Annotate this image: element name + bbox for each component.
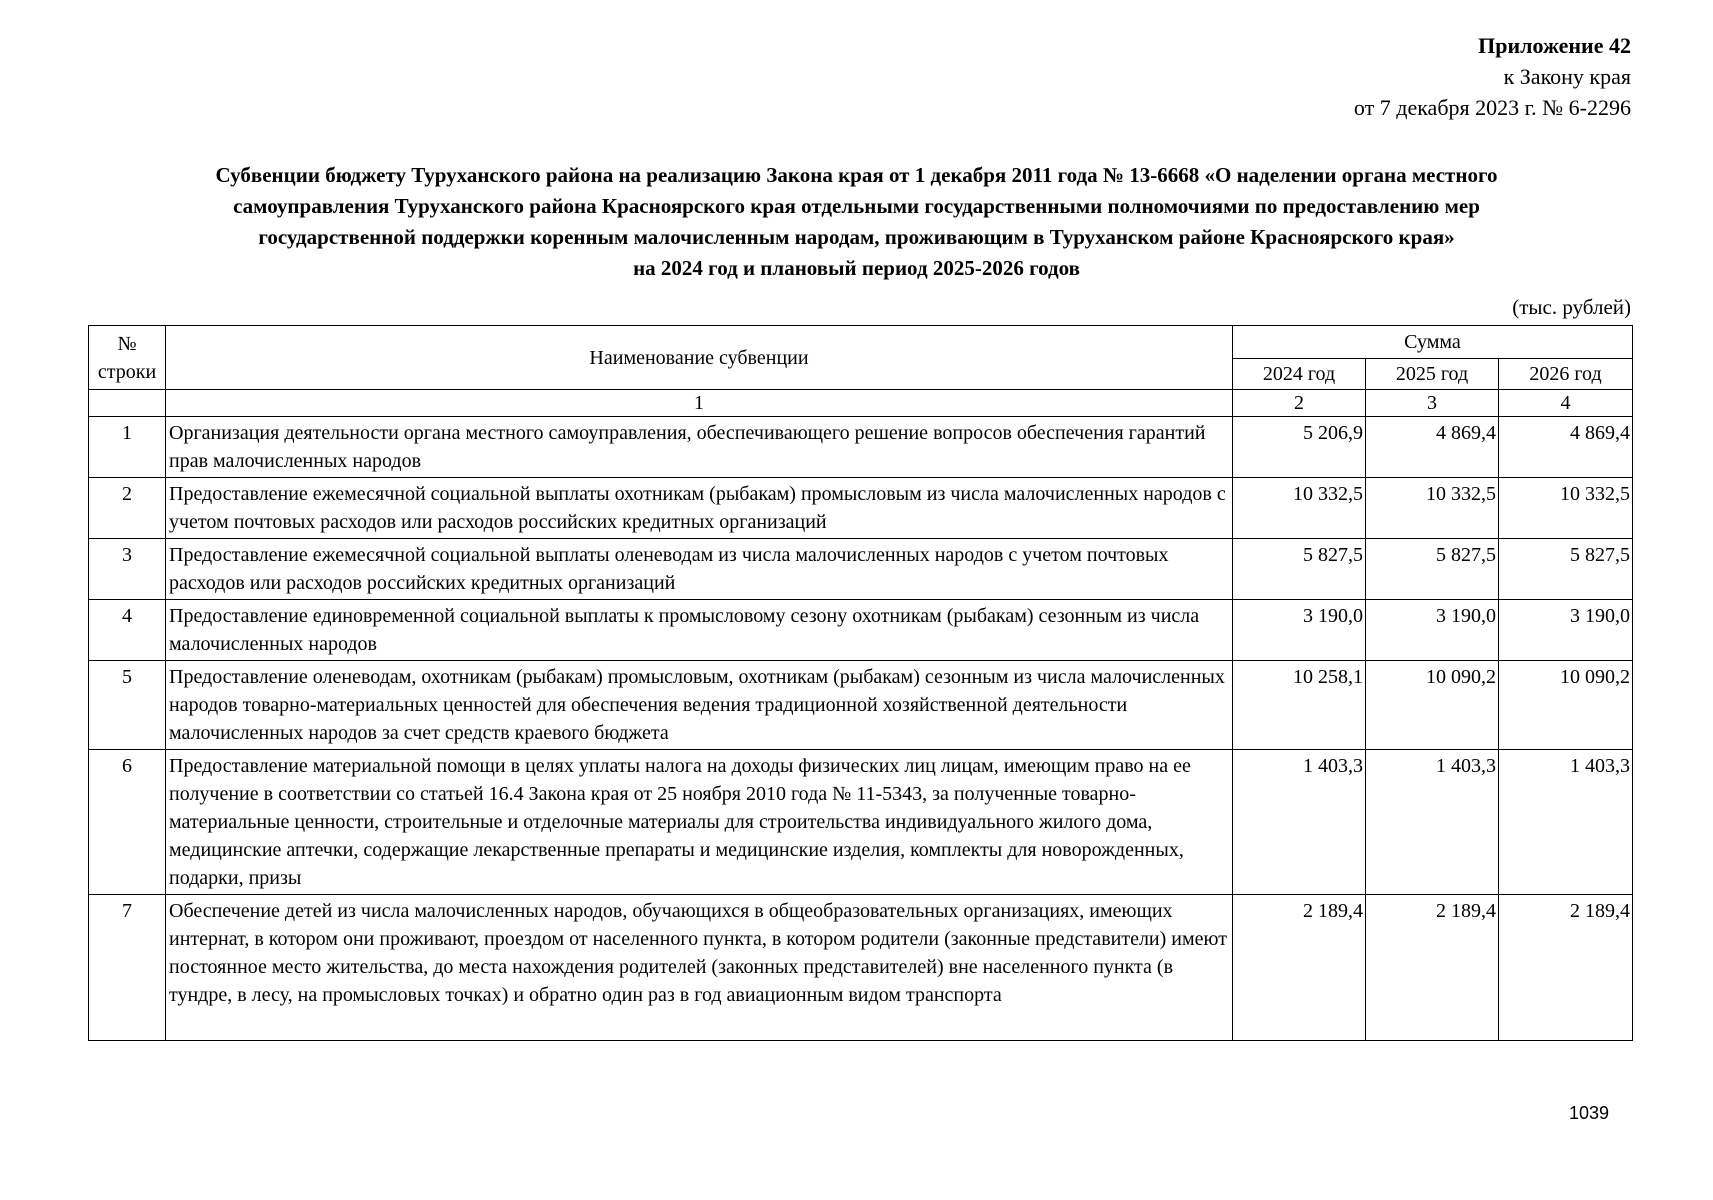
- appendix-date-line: от 7 декабря 2023 г. № 6-2296: [1353, 95, 1631, 120]
- table-row: [89, 478, 1633, 539]
- row-number: 1: [89, 417, 166, 478]
- document-title-line-4: на 2024 год и плановый период 2025-2026 годов: [633, 256, 1080, 280]
- row-value-2025: 3 190,0: [1366, 600, 1499, 661]
- header-sum: Сумма: [1233, 326, 1633, 359]
- table-row: [89, 750, 1633, 895]
- document-title: [80, 160, 1633, 284]
- row-value-2026: 10 332,5: [1499, 478, 1633, 539]
- table-row: [89, 417, 1633, 478]
- row-name: Предоставление материальной помощи в целях уплаты налога на доходы физических лиц лицам, имеющим право на ее получение в соответствии со статьей 16.4 Закона края от 25 ноября 2010 года № 11-5343, за полученные товарно-материальные ценности, строительные и отделочные материалы для строительства индивидуального жилого дома, медицинские аптечки, содержащие лекарственные препараты и медицинские изделия, комплекты для новорожденных, подарки, призы: [166, 750, 1233, 895]
- header-year-2025: 2025 год: [1366, 359, 1499, 390]
- row-number: 7: [89, 895, 166, 1041]
- document-title-line-1: Субвенции бюджету Туруханского района на реализацию Закона края от 1 декабря 2011 года № 13-6668 «О наделении органа местного: [215, 163, 1498, 187]
- document-title-line-2: самоуправления Туруханского района Красноярского края отдельными государственными полномочиями по предоставлению мер: [233, 194, 1480, 218]
- row-number: 5: [89, 661, 166, 750]
- row-value-2025: 2 189,4: [1366, 895, 1499, 1041]
- row-value-2026: 1 403,3: [1499, 750, 1633, 895]
- row-name: Организация деятельности органа местного самоуправления, обеспечивающего решение вопросов обеспечения гарантий прав малочисленных народов: [166, 417, 1233, 478]
- row-value-2025: 10 090,2: [1366, 661, 1499, 750]
- header-number-sign: №: [117, 332, 137, 355]
- row-name: Предоставление ежемесячной социальной выплаты оленеводам из числа малочисленных народов с учетом почтовых расходов или расходов российских кредитных организаций: [166, 539, 1233, 600]
- row-value-2026: 10 090,2: [1499, 661, 1633, 750]
- column-index-3: 3: [1366, 390, 1499, 417]
- row-value-2026: 4 869,4: [1499, 417, 1633, 478]
- header-year-2024: 2024 год: [1233, 359, 1366, 390]
- row-value-2026: 3 190,0: [1499, 600, 1633, 661]
- row-value-2025: 4 869,4: [1366, 417, 1499, 478]
- row-value-2025: 1 403,3: [1366, 750, 1499, 895]
- appendix-law-line: к Закону края: [1503, 64, 1631, 89]
- header-row-label: строки: [97, 360, 157, 383]
- table-row: [89, 661, 1633, 750]
- header-row-number: [89, 326, 166, 390]
- row-value-2024: 5 827,5: [1233, 539, 1366, 600]
- document-title-line-3: государственной поддержки коренным малочисленным народам, проживающим в Туруханском районе Красноярского края»: [258, 225, 1455, 249]
- header-subvention-name: Наименование субвенции: [166, 326, 1233, 390]
- row-value-2026: 2 189,4: [1499, 895, 1633, 1041]
- row-value-2024: 5 206,9: [1233, 417, 1366, 478]
- row-value-2024: 3 190,0: [1233, 600, 1366, 661]
- column-index-4: 4: [1499, 390, 1633, 417]
- row-value-2024: 10 332,5: [1233, 478, 1366, 539]
- row-value-2024: 10 258,1: [1233, 661, 1366, 750]
- table-row: [89, 895, 1633, 1041]
- row-number: 4: [89, 600, 166, 661]
- header-year-2026: 2026 год: [1499, 359, 1633, 390]
- column-index-2: 2: [1233, 390, 1366, 417]
- column-index-row: [89, 390, 1633, 417]
- row-name: Предоставление оленеводам, охотникам (рыбакам) промысловым, охотникам (рыбакам) сезонным из числа малочисленных народов товарно-материальных ценностей для обеспечения ведения традиционной хозяйственной деятельности малочисленных народов за счет средств краевого бюджета: [166, 661, 1233, 750]
- units-label: (тыс. рублей): [1512, 295, 1631, 319]
- row-name: Предоставление ежемесячной социальной выплаты охотникам (рыбакам) промысловым из числа малочисленных народов с учетом почтовых расходов или расходов российских кредитных организаций: [166, 478, 1233, 539]
- table-row: [89, 600, 1633, 661]
- column-index-empty: [89, 390, 166, 417]
- row-value-2024: 1 403,3: [1233, 750, 1366, 895]
- row-value-2026: 5 827,5: [1499, 539, 1633, 600]
- subventions-table: [88, 325, 1633, 1041]
- row-number: 3: [89, 539, 166, 600]
- appendix-title: Приложение 42: [1478, 33, 1631, 58]
- row-value-2024: 2 189,4: [1233, 895, 1366, 1041]
- page-number: 1039: [1568, 1103, 1609, 1123]
- row-name: Обеспечение детей из числа малочисленных народов, обучающихся в общеобразовательных организациях, имеющих интернат, в котором они проживают, проездом от населенного пункта, в котором родители (законные представители) имеют постоянное место жительства, до места нахождения родителей (законных представителей) вне населенного пункта (в тундре, в лесу, на промысловых точках) и обратно один раз в год авиационным видом транспорта: [166, 895, 1233, 1041]
- table-row: [89, 539, 1633, 600]
- row-number: 6: [89, 750, 166, 895]
- appendix-block: [1354, 30, 1631, 123]
- row-value-2025: 5 827,5: [1366, 539, 1499, 600]
- row-number: 2: [89, 478, 166, 539]
- table-header-row: [89, 326, 1633, 359]
- row-name: Предоставление единовременной социальной выплаты к промысловому сезону охотникам (рыбакам) сезонным из числа малочисленных народов: [166, 600, 1233, 661]
- column-index-1: 1: [166, 390, 1233, 417]
- row-value-2025: 10 332,5: [1366, 478, 1499, 539]
